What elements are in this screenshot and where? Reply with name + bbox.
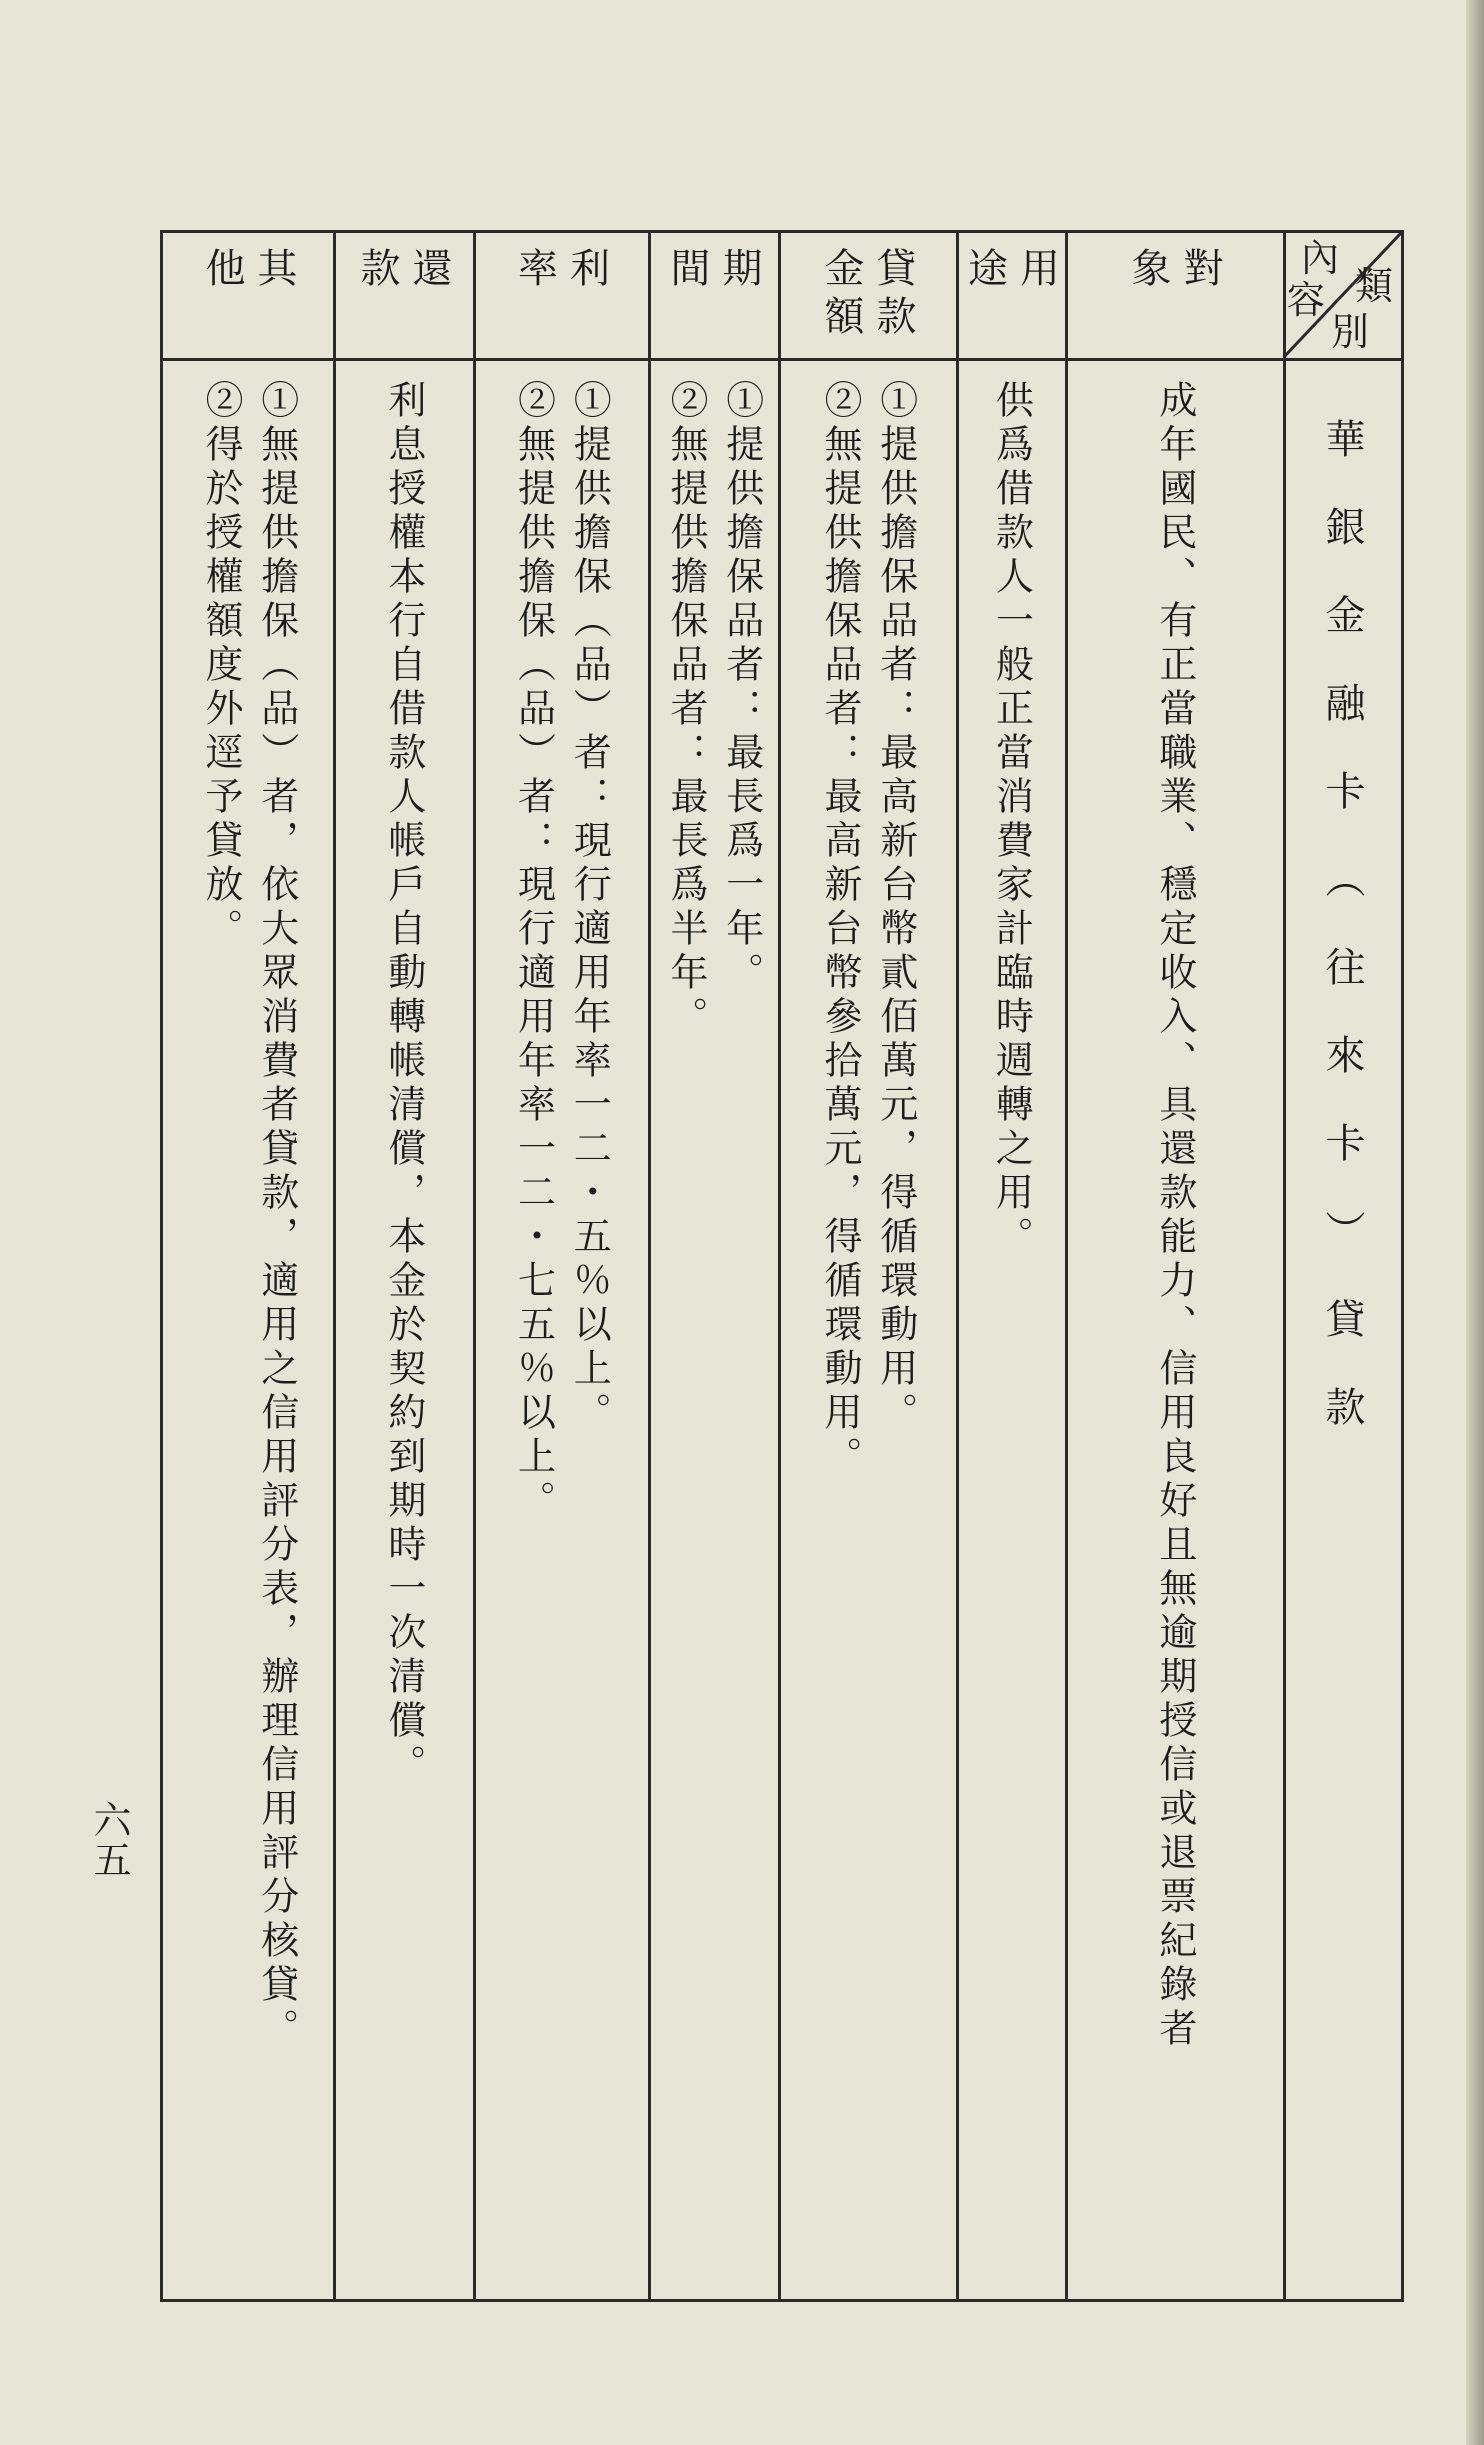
page-number: 六五 — [87, 1800, 131, 1880]
column-term — [648, 233, 778, 2299]
column-text: ①提供擔保︵品︶者：現行適用年率一二・五％以上。 — [567, 380, 612, 1436]
column-text: 利息授權本行自借款人帳戶自動轉帳清償，本金於契約到期時一次清償。 — [381, 380, 426, 1788]
column-repayment — [333, 233, 473, 2299]
title-column — [1283, 233, 1401, 2299]
column-text: ②無提供擔保品者：最高新台幣參拾萬元，得循環動用。 — [818, 380, 862, 1480]
corner-label-nei: 內 — [1301, 236, 1340, 280]
column-text: ①提供擔保品者：最高新台幣貳佰萬元，得循環動用。 — [873, 380, 918, 1436]
column-label: 利 — [563, 247, 610, 295]
column-text: ①無提供擔保︵品︶者，依大眾消費者貸款，適用之信用評分表，辦理信用評分核貸。 — [254, 380, 299, 2052]
column-target — [1065, 233, 1283, 2299]
column-label: 途 — [961, 247, 1008, 295]
column-interest-rate — [473, 233, 648, 2299]
corner-label-rong: 容 — [1287, 278, 1326, 322]
corner-label-lei: 類 — [1355, 264, 1394, 308]
loan-terms-table — [160, 230, 1404, 2302]
header-corner — [1283, 233, 1401, 358]
column-label: 他 — [199, 247, 245, 295]
column-amount — [778, 233, 956, 2299]
column-other — [163, 233, 333, 2299]
loan-product-title: 華銀金融卡︵往來卡︶貸款 — [1319, 418, 1365, 1474]
column-text: 供爲借款人一般正當消費家計臨時週轉之用。 — [989, 380, 1034, 1260]
corner-label-bie: 別 — [1331, 310, 1370, 354]
column-label: 款 — [354, 247, 400, 295]
column-label: 期 — [716, 247, 762, 295]
column-text: ①提供擔保品者：最長爲一年。 — [719, 380, 764, 996]
column-label: 用 — [1013, 247, 1060, 295]
column-label: 其 — [251, 247, 297, 295]
column-purpose — [956, 233, 1065, 2299]
page-edge-shadow — [1466, 0, 1484, 2445]
column-label: 貸款 — [870, 247, 916, 343]
column-text: ②無提供擔保品者：最長爲半年。 — [664, 380, 708, 1040]
column-label: 率 — [511, 247, 558, 295]
column-label: 間 — [664, 247, 710, 295]
column-label: 對 — [1177, 247, 1223, 295]
column-label: 金額 — [818, 247, 864, 343]
column-text: ②無提供擔保︵品︶者：現行適用年率一二・七五％以上。 — [511, 380, 556, 1524]
column-label: 象 — [1125, 247, 1171, 295]
column-label: 還 — [406, 247, 452, 295]
column-text: ②得於授權額度外逕予貸放。 — [199, 380, 243, 952]
column-text: 成年國民、有正當職業、穩定收入、具還款能力、信用良好且無逾期授信或退票紀錄者 — [1152, 380, 1197, 2052]
